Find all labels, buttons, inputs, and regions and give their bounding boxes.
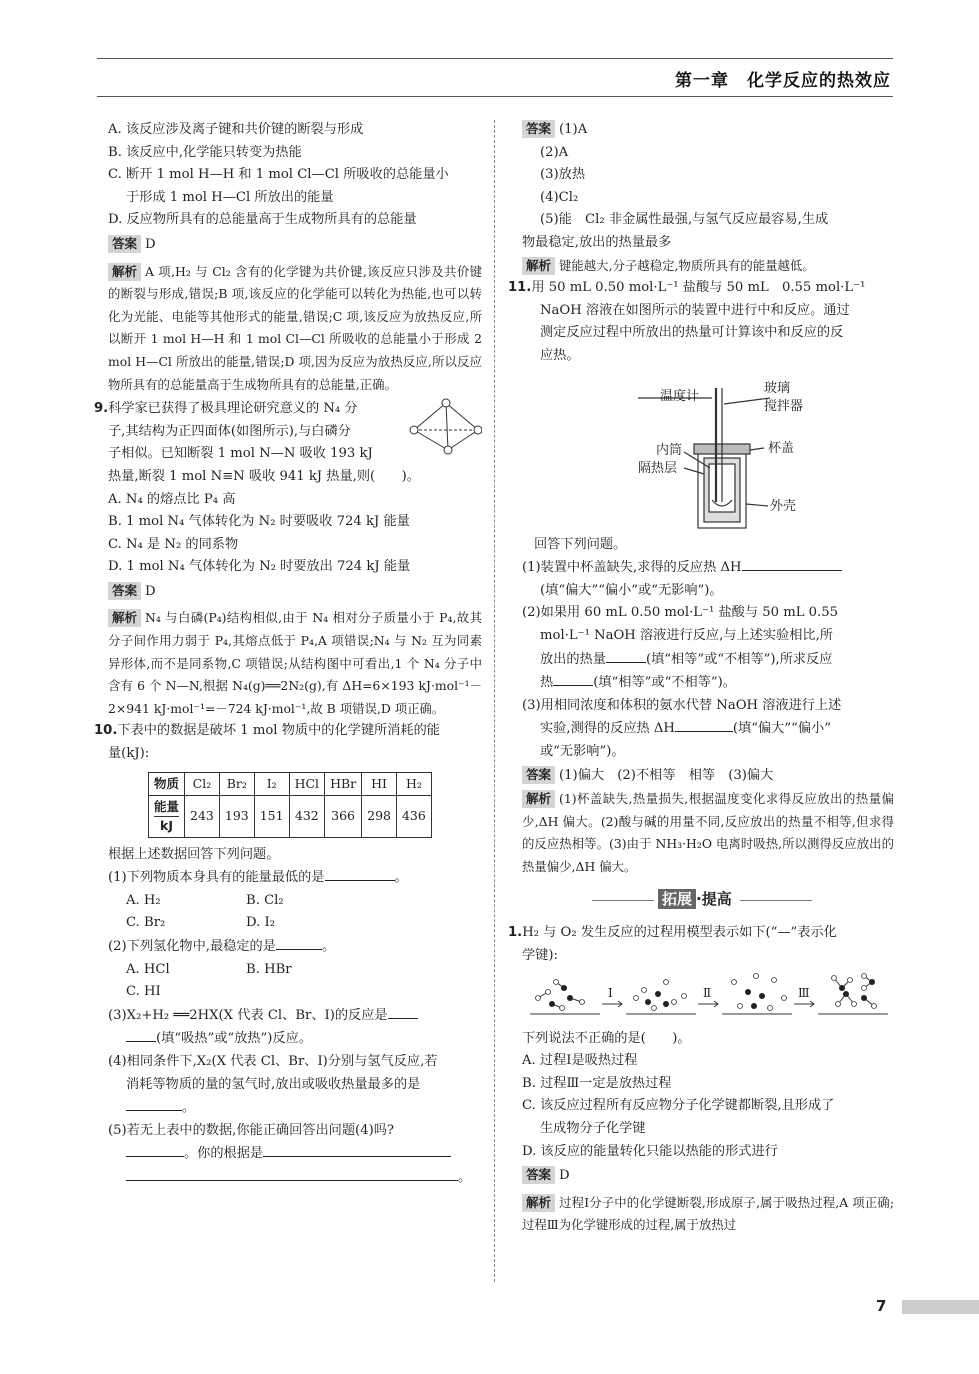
e1-option-a: A. 过程Ⅰ是吸热过程	[522, 1053, 638, 1069]
q10-answer-3: (3)放热	[540, 167, 586, 183]
n4-tetrahedron-figure	[406, 398, 482, 458]
e1-option-c: C. 该反应过程所有反应物分子化学键都断裂,且形成了	[522, 1098, 835, 1114]
answer-tag: 答案	[108, 235, 141, 253]
q10-part2-options-2: C. HI	[126, 984, 161, 1000]
q11-analysis: 解析 (1)杯盖缺失,热量损失,根据温度变化求得反应放出的热量偏少,ΔH 偏大。(2)酸与碱的用量不同,反应放出的热量不相等,但求得的反应热相等。(3)由于 NH₃·H₂O 电离时吸热,所以测得反应放出的热量偏少,ΔH 偏大。	[522, 791, 894, 874]
chapter-title: 第一章 化学反应的热效应	[675, 71, 891, 91]
q11-stem-3: 测定反应过程中所放出的热量可计算该中和反应的反	[540, 325, 844, 341]
e1-option-b: B. 过程Ⅲ一定是放热过程	[522, 1075, 672, 1091]
q10-part4-blank: 。	[94, 1096, 482, 1120]
e1-analysis: 解析 过程Ⅰ分子中的化学键断裂,形成原子,属于吸热过程,A 项正确;过程Ⅲ为化学键形成的过程,属于放热过	[522, 1194, 894, 1233]
q8-analysis: 解析 A 项,H₂ 与 Cl₂ 含有的化学键为共价键,该反应只涉及共价键的断裂与形成,错误;B 项,该反应的化学能可以转化为热能,也可以转化为光能、电能等其他形式的能量,错误;C 项,该反应为放热反应,所以断开 1 mol H—H 和 1 mol Cl—Cl 所吸收的总能量小于形成 2 mol H—Cl 所放出的能量,错误;D 项,因为反应为放热反应,所以反应物所具有的总能量高于生成物所具有的总能量,正确。	[108, 263, 482, 392]
reaction-process-figure	[508, 968, 894, 1028]
header-rule-top	[97, 58, 893, 59]
header-rule-bottom	[97, 96, 893, 97]
q10-stem-cont: 量(kJ):	[108, 746, 150, 762]
q10-part3: (3)X₂+H₂ ══2HX(X 代表 Cl、Br、I)的反应是	[94, 1004, 482, 1028]
q10-part5: (5)若无上表中的数据,你能正确回答出问题(4)吗?	[108, 1122, 394, 1138]
q11-part3-cont2: 或“无影响”)。	[540, 743, 625, 759]
left-column	[94, 119, 482, 1190]
q11-answer: 答案 (1)偏大 (2)不相等 相等 (3)偏大	[508, 765, 894, 788]
q10-part1-options-2: C. Br₂ D. I₂	[126, 915, 275, 931]
q9-option-d: D. 1 mol N₄ 气体转化为 N₂ 时要放出 724 kJ 能量	[108, 559, 411, 575]
e1-option-c-cont: 生成物分子化学键	[540, 1121, 646, 1136]
q9-analysis: 解析 N₄ 与白磷(P₄)结构相似,由于 N₄ 相对分子质量小于 P₄,故其分子间作用力弱于 P₄,其熔点低于 P₄,A 项错误;N₄ 与 N₂ 互为同素异形体,而不是同系物,C 项错误;从结构图中可看出,1 个 N₄ 分子中含有 6 个 N—N,根据 N₄(g)══2N₂(g),有 ΔH=6×193 kJ·mol⁻¹－2×941 kJ·mol⁻¹=－724 kJ·mol⁻¹,故 B 项错误,D 项正确。	[108, 610, 482, 716]
label-insulation: 隔热层	[638, 460, 678, 476]
label-inner-cup: 内筒	[656, 442, 683, 458]
page-tab-bar	[902, 1300, 979, 1314]
q10-answer: 答案 (1)A	[508, 119, 894, 142]
option-d: D. 反应物所具有的总能量高于生成物所具有的总能量	[108, 212, 417, 228]
e1-answer: 答案 D	[508, 1165, 894, 1188]
q9-answer: 答案 D	[94, 581, 482, 604]
q10-answer-4: (4)Cl₂	[540, 189, 579, 205]
calorimeter-figure	[508, 374, 894, 534]
e1-option-d: D. 该反应的能量转化只能以热能的形式进行	[522, 1143, 778, 1159]
analysis-tag: 解析	[108, 263, 141, 281]
option-a: A. 该反应涉及离子键和共价键的断裂与形成	[108, 122, 364, 137]
option-c: C. 断开 1 mol H—H 和 1 mol Cl—Cl 所吸收的总能量小	[108, 167, 449, 183]
section-banner	[508, 886, 894, 916]
option-b: B. 该反应中,化学能只转变为热能	[108, 144, 302, 160]
q10-part1: (1)下列物质本身具有的能量最低的是 。	[94, 866, 482, 890]
label-glass: 玻璃	[764, 380, 791, 396]
q10-part4-cont: 消耗等物质的量的氢气时,放出或吸收热量最多的是	[126, 1076, 421, 1092]
q10-part1-options: A. H₂ B. Cl₂	[126, 892, 284, 908]
q11-intro: 回答下列问题。	[534, 536, 627, 552]
q10-stem: 10.下表中的数据是破坏 1 mol 物质中的化学键所消耗的能	[94, 723, 440, 739]
q9-stem-2: 子,其结构为正四面体(如图所示),与白磷分	[108, 423, 351, 439]
label-thermometer: 温度计	[660, 388, 700, 404]
q11-part2-cont2: 放出的热量 (填“相等”或“不相等”),所求反应	[508, 648, 894, 672]
process-label-1: Ⅰ	[608, 985, 613, 1000]
q11-stem-4: 应热。	[540, 347, 580, 363]
q10-answer-6: 物最稳定,放出的热量最多	[522, 234, 672, 250]
q9-option-b: B. 1 mol N₄ 气体转化为 N₂ 时要吸收 724 kJ 能量	[108, 514, 410, 530]
q8-answer: 答案 D	[94, 234, 482, 257]
q10-part4: (4)相同条件下,X₂(X 代表 Cl、Br、I)分别与氢气反应,若	[108, 1053, 438, 1069]
q10-part5-cont: 。你的根据是	[94, 1142, 482, 1166]
q11-part2-cont: mol·L⁻¹ NaOH 溶液进行反应,与上述实验相比,所	[540, 627, 833, 643]
q10-part5-line: 。	[94, 1166, 482, 1190]
table-row: 物质 Cl₂ Br₂ I₂ HCl HBr HI H₂	[149, 772, 432, 795]
q10-intro: 根据上述数据回答下列问题。	[108, 846, 280, 862]
process-label-2: Ⅱ	[703, 985, 712, 1000]
q11-part3-cont: 实验,测得的反应热 ΔH (填“偏大”“偏小”	[508, 717, 894, 741]
q11-part1: (1)装置中杯盖缺失,求得的反应热 ΔH	[508, 556, 894, 580]
q10-analysis: 解析 键能越大,分子越稳定,物质所具有的能量越低。	[508, 255, 894, 278]
q11-part3: (3)用相同浓度和体积的氨水代替 NaOH 溶液进行上述	[522, 697, 842, 713]
process-label-3: Ⅲ	[798, 985, 810, 1000]
reaction-process-drawing	[508, 968, 894, 1028]
e1-stem-2: 学键):	[522, 948, 558, 964]
q11-part2: (2)如果用 60 mL 0.50 mol·L⁻¹ 盐酸与 50 mL 0.55	[522, 605, 839, 621]
e1-stem: 1.H₂ 与 O₂ 发生反应的过程用模型表示如下(“—”表示化	[508, 925, 837, 941]
q10-answer-5: (5)能 Cl₂ 非金属性最强,与氢气反应最容易,生成	[540, 212, 829, 228]
q10-part3-cont: (填“吸热”或“放热”)反应。	[94, 1027, 482, 1051]
label-lid: 杯盖	[768, 440, 795, 456]
q10-part2-options: A. HCl B. HBr	[126, 961, 292, 977]
q10-part2: (2)下列氢化物中,最稳定的是 。	[94, 935, 482, 959]
q11-stem: 11.用 50 mL 0.50 mol·L⁻¹ 盐酸与 50 mL 0.55 mol·L⁻¹	[508, 280, 866, 296]
banner-title: 拓展 ·提高	[658, 888, 732, 911]
q11-part1-cont: (填“偏大”“偏小”或“无影响”)。	[540, 582, 723, 598]
table-row: 能量 kJ 243 193 151 432 366 298 436	[149, 795, 432, 837]
page-number: 7	[876, 1297, 887, 1315]
q9-option-a: A. N₄ 的熔点比 P₄ 高	[108, 491, 236, 507]
q11-part2-cont3: 热 (填“相等”或“不相等”)。	[508, 671, 894, 695]
q9-stem-3: 子相似。已知断裂 1 mol N—N 吸收 193 kJ	[108, 446, 373, 462]
bond-energy-table	[148, 772, 432, 838]
e1-question: 下列说法不正确的是( )。	[522, 1030, 691, 1046]
label-shell: 外壳	[770, 498, 797, 514]
calorimeter-drawing	[508, 374, 894, 534]
q9-block	[94, 398, 482, 488]
q9-stem-1: 9.科学家已获得了极具理论研究意义的 N₄ 分	[94, 401, 358, 417]
q11-stem-2: NaOH 溶液在如图所示的装置中进行中和反应。通过	[540, 302, 850, 318]
q10-answer-2: (2)A	[540, 144, 569, 160]
right-column	[508, 119, 894, 1237]
option-c-cont: 于形成 1 mol H—Cl 所放出的能量	[126, 189, 334, 205]
q9-stem-4: 热量,断裂 1 mol N≡N 吸收 941 kJ 热量,则( )。	[108, 468, 420, 484]
label-stirrer: 搅拌器	[764, 398, 804, 414]
column-divider	[494, 120, 495, 1282]
q9-option-c: C. N₄ 是 N₂ 的同系物	[108, 536, 239, 552]
